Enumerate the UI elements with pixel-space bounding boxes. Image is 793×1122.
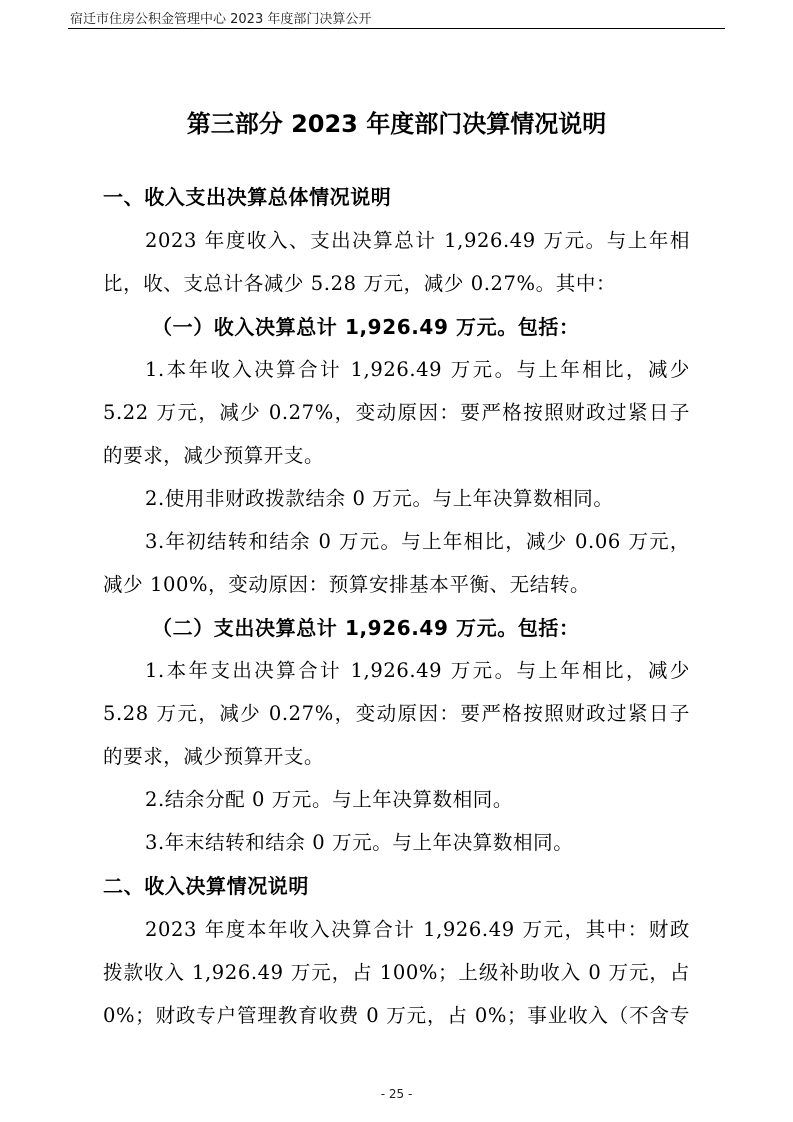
paragraph-line: 比，收、支总计各减少 5.28 万元，减少 0.27%。其中： (103, 272, 617, 295)
paragraph-line: 5.22 万元，减少 0.27%，变动原因：要严格按照财政过紧日子 (103, 401, 690, 424)
paragraph-line: 5.28 万元，减少 0.27%，变动原因：要严格按照财政过紧日子 (103, 702, 690, 725)
subsection-heading-1: （一）收入决算总计 1,926.49 万元。包括： (152, 315, 580, 339)
header-divider (68, 28, 725, 29)
paragraph-line: 2023 年度本年收入决算合计 1,926.49 万元，其中：财政 (145, 918, 690, 941)
section-heading-2: 二、收入决算情况说明 (103, 874, 309, 898)
paragraph-line: 2.使用非财政拨款结余 0 万元。与上年决算数相同。 (145, 487, 614, 510)
section-heading-1: 一、收入支出决算总体情况说明 (103, 185, 392, 209)
page-header: 宿迁市住房公积金管理中心 2023 年度部门决算公开 (70, 12, 372, 27)
paragraph-line: 0%；财政专户管理教育收费 0 万元，占 0%；事业收入（不含专 (103, 1004, 690, 1027)
paragraph-line: 2.结余分配 0 万元。与上年决算数相同。 (145, 788, 514, 811)
paragraph-line: 的要求，减少预算开支。 (103, 745, 325, 768)
paragraph-line: 1.本年支出决算合计 1,926.49 万元。与上年相比，减少 (145, 659, 690, 682)
page-title: 第三部分 2023 年度部门决算情况说明 (186, 110, 607, 138)
subsection-heading-2: （二）支出决算总计 1,926.49 万元。包括： (152, 616, 580, 640)
paragraph-line: 拨款收入 1,926.49 万元，占 100%；上级补助收入 0 万元，占 (103, 961, 690, 984)
paragraph-line: 的要求，减少预算开支。 (103, 444, 325, 467)
paragraph-line: 2023 年度收入、支出决算总计 1,926.49 万元。与上年相 (145, 229, 690, 252)
paragraph-line: 1.本年收入决算合计 1,926.49 万元。与上年相比，减少 (145, 358, 690, 381)
paragraph-line: 3.年末结转和结余 0 万元。与上年决算数相同。 (145, 831, 574, 854)
page-number: - 25 - (380, 1087, 413, 1101)
paragraph-line: 3.年初结转和结余 0 万元。与上年相比，减少 0.06 万元， (145, 530, 690, 553)
paragraph-line: 减少 100%，变动原因：预算安排基本平衡、无结转。 (103, 573, 591, 596)
